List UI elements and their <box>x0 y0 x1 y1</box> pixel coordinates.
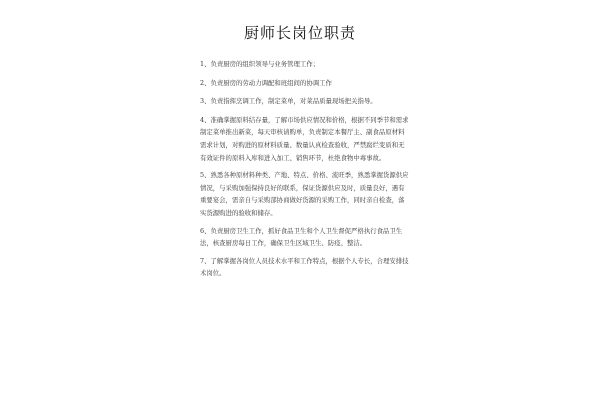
duty-item-5: 5、熟悉各种原材料种类、产地、特点、价格、流旺季，熟悉掌握货源供应情况，与采购加强保持良好的联系，保证货源供应及时，质量良好，遇有重要宴会，需亲自与采购部协商做好货源的采购工作，同时亲自检查，落实货源购进的验收和储存。 <box>200 171 409 217</box>
duty-item-6: 6、负责厨房卫生工作，抓好食品卫生和个人卫生督促严格执行食品卫生法，核查厨房每日工作，确保卫生区域卫生、防疫、整洁。 <box>200 226 403 248</box>
duty-item-4: 4、准确掌握原料结存量，了解市场供应情况和价格，根据不同季节和需求制定菜单推出新菜，每天审核请购单，负责制定本餐厅主、副食品原材料需求计划，对购进的原材料质量、数量认真检查验收，严禁腐烂变质和无有效证件的原料入库和进入加工、销售环节，杜绝食物中毒事故。 <box>200 115 409 162</box>
duty-list <box>200 58 410 285</box>
duty-item-7: 7、了解掌握各岗位人员技术水平和工作特点，根据个人专长，合理安排技术岗位。 <box>200 256 409 278</box>
document-title: 厨师长岗位职责 <box>243 24 356 42</box>
duty-item-1: 1、负责厨房的组织领导与业务管理工作； <box>200 60 320 68</box>
duty-item-3: 3、负责指挥烹调工作，制定菜单，对菜品质量现场把关指导。 <box>200 97 377 106</box>
duty-item-2: 2、负责厨房的劳动力调配和班组间的协调工作 <box>200 78 332 87</box>
